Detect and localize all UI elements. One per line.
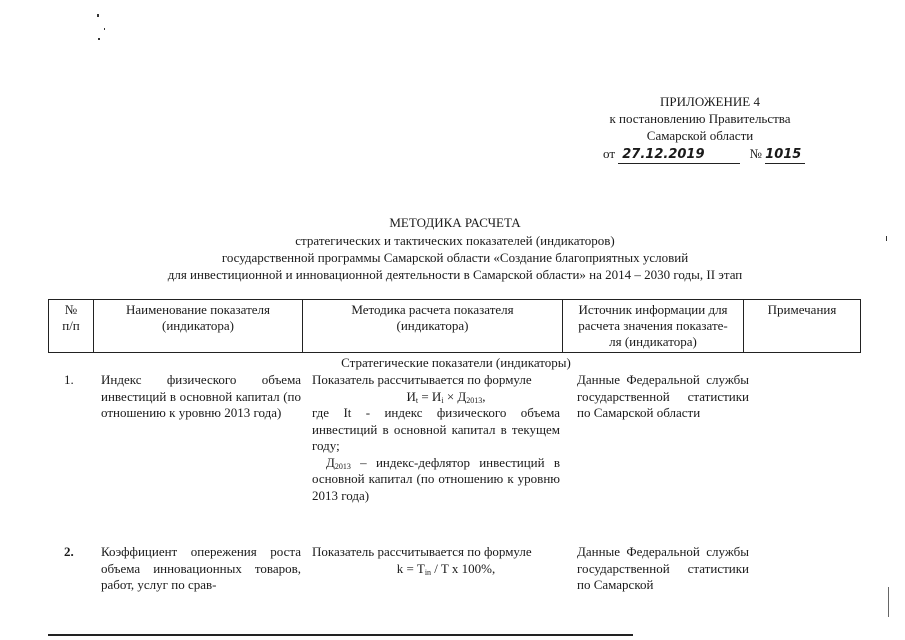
formula-it-sub: t xyxy=(415,395,419,405)
document-heading xyxy=(40,214,870,283)
formula-d-sub: 2013 xyxy=(466,395,483,405)
formula-ii-letter: = И xyxy=(418,388,442,404)
row1-method-intro: Показатель рассчитывается по формуле xyxy=(312,372,532,387)
header-source xyxy=(563,300,744,353)
number-value: 1015 xyxy=(765,146,805,164)
scan-speck xyxy=(104,28,105,30)
appendix-line3: Самарской области xyxy=(646,128,754,143)
header-name-line1: Наименование показателя xyxy=(125,302,271,317)
formula-ii-sub: i xyxy=(441,395,444,405)
deflator-text: – индекс-дефлятор инвестиций в основной капитал (по отношению к уровню 2013 года) xyxy=(312,454,560,503)
row1-deflator xyxy=(312,455,560,505)
appendix-title: ПРИЛОЖЕНИЕ 4 xyxy=(660,94,760,109)
header-num xyxy=(49,300,94,353)
formula-k-end: / T x 100%, xyxy=(431,560,496,576)
scan-speck xyxy=(97,14,99,17)
formula-k-main: k = T xyxy=(396,560,425,576)
formula-end: , xyxy=(482,388,486,404)
heading-line3: для инвестиционной и инновационной деятельности в Самарской области» на 2014 – 2030 годы, II этап xyxy=(167,267,743,282)
header-method xyxy=(303,300,563,353)
date-prefix: от xyxy=(603,146,616,161)
row2-num: 2. xyxy=(64,544,74,559)
row1-method xyxy=(312,372,560,504)
appendix-line2: к постановлению Правительства xyxy=(609,111,791,126)
row2-method-intro: Показатель рассчитывается по формуле xyxy=(312,544,532,559)
header-source-line3: ля (индикатора) xyxy=(609,334,697,349)
indicators-table xyxy=(48,299,861,353)
row1-where-text: где It - индекс физического объема инвестиций в основной капитал в текущем году; xyxy=(312,405,560,453)
deflator-sub: 2013 xyxy=(334,461,351,471)
heading-title: МЕТОДИКА РАСЧЕТА xyxy=(389,215,521,230)
header-name xyxy=(94,300,303,353)
row2-name: Коэффициент опережения роста объема инновационных товаров, работ, услуг по срав- xyxy=(101,544,301,592)
row2-method xyxy=(312,544,560,577)
heading-line1: стратегических и тактических показателей (индикаторов) xyxy=(295,233,615,248)
bottom-rule xyxy=(48,634,633,636)
header-source-line2: расчета значения показате- xyxy=(578,318,728,333)
row1-name: Индекс физического объема инвестиций в основной капитал (по отношению к уровню 2013 года) xyxy=(101,372,301,420)
scan-speck xyxy=(886,236,887,241)
heading-line2: государственной программы Самарской области «Создание благоприятных условий xyxy=(221,250,689,265)
formula-d-letter: × Д xyxy=(443,388,467,404)
deflator-letter: Д xyxy=(326,454,335,470)
header-source-line1: Источник информации для xyxy=(578,302,728,317)
formula-it-letter: И xyxy=(406,388,416,404)
header-notes-text: Примечания xyxy=(767,302,837,317)
header-notes xyxy=(744,300,861,353)
row1-formula xyxy=(312,389,560,406)
table-header-row xyxy=(49,300,861,353)
scan-speck xyxy=(98,38,100,40)
header-method-line1: Методика расчета показателя xyxy=(351,302,514,317)
row2-source: Данные Федеральной службы государственной статистики по Самарской xyxy=(577,544,749,592)
appendix-date-line xyxy=(603,145,805,164)
row2-formula xyxy=(312,561,560,578)
number-prefix: № xyxy=(749,146,762,161)
header-name-line2: (индикатора) xyxy=(162,318,234,333)
section-title: Стратегические показатели (индикаторы) xyxy=(341,355,571,370)
formula-k-sub: in xyxy=(424,567,432,577)
scan-speck xyxy=(888,587,889,617)
header-num-line1: № xyxy=(64,302,78,317)
appendix-block xyxy=(560,93,840,144)
header-method-line2: (индикатора) xyxy=(396,318,469,333)
header-num-line2: п/п xyxy=(62,318,80,333)
row1-num: 1. xyxy=(64,372,74,387)
row1-source: Данные Федеральной службы государственной статистики по Самарской области xyxy=(577,372,749,420)
date-value: 27.12.2019 xyxy=(618,146,740,164)
